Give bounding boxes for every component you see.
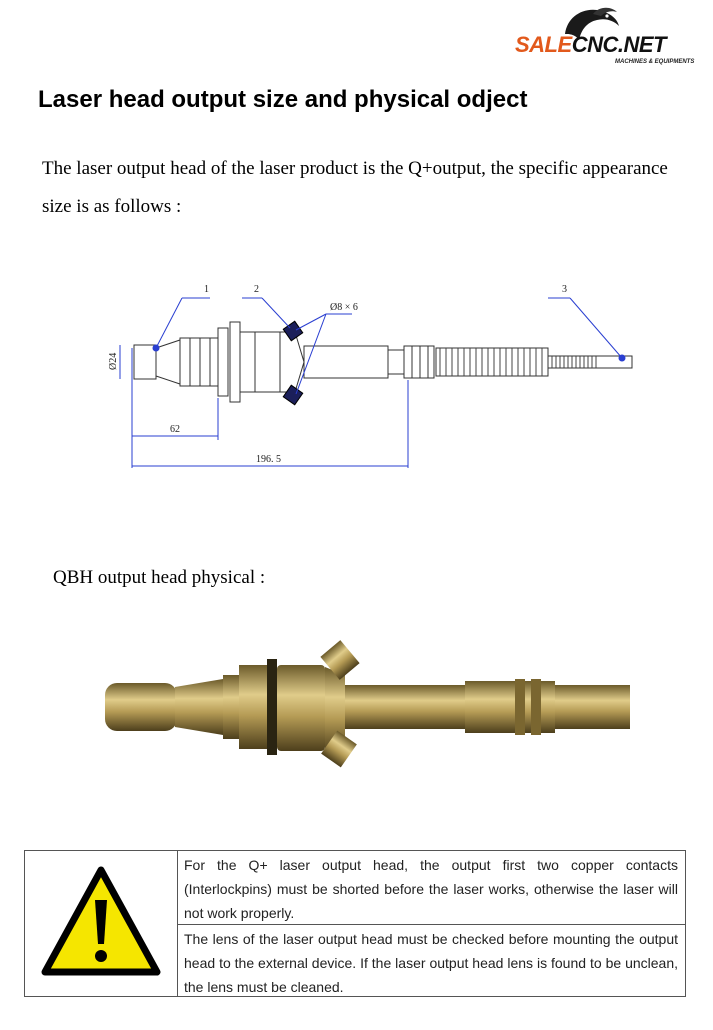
logo-wordmark	[515, 32, 666, 58]
logo-cnc: CNC.NET	[571, 32, 666, 57]
warning-text-1: For the Q+ laser output head, the output first two copper contacts (Interlockpins) must be shorted before the laser works, otherwise the laser will not work properly.	[178, 851, 685, 925]
logo-tagline: MACHINES & EQUIPMENTS	[615, 59, 695, 65]
photo-body	[345, 685, 465, 729]
dimension-lines	[120, 345, 408, 468]
hole-label: Ø8 × 6	[330, 302, 358, 313]
callout-2: 2	[254, 284, 259, 295]
warning-table	[24, 850, 686, 997]
diameter-label: Ø24	[108, 352, 119, 370]
intro-paragraph: The laser output head of the laser product is the Q+output, the specific appearance size is as follows :	[42, 158, 668, 217]
brand-logo	[515, 4, 707, 80]
warning-icon-cell	[25, 851, 178, 996]
photo-spring	[555, 685, 630, 729]
warning-text-2: The lens of the laser output head must be checked before mounting the output head to the external device. If the laser output head lens is found to be unclean, the lens must be cleaned.	[184, 931, 678, 995]
callout-1: 1	[204, 284, 209, 295]
photo-tip	[105, 683, 177, 731]
nozzle-bottom	[283, 385, 302, 404]
callout-3: 3	[562, 284, 567, 295]
dim-long-label: 196. 5	[256, 454, 281, 465]
callout-leaders	[153, 298, 625, 394]
dim-short-label: 62	[170, 424, 180, 435]
drawing-body	[134, 322, 632, 402]
dimension-drawing	[90, 270, 650, 480]
logo-sale: SALE	[515, 32, 572, 57]
photo-flange	[277, 665, 325, 751]
spring-hatch	[440, 348, 596, 376]
warning-triangle-icon	[41, 866, 161, 978]
qbh-label: QBH output head physical :	[53, 567, 266, 588]
qbh-photo	[95, 635, 630, 775]
page-title: Laser head output size and physical odject	[38, 86, 528, 113]
